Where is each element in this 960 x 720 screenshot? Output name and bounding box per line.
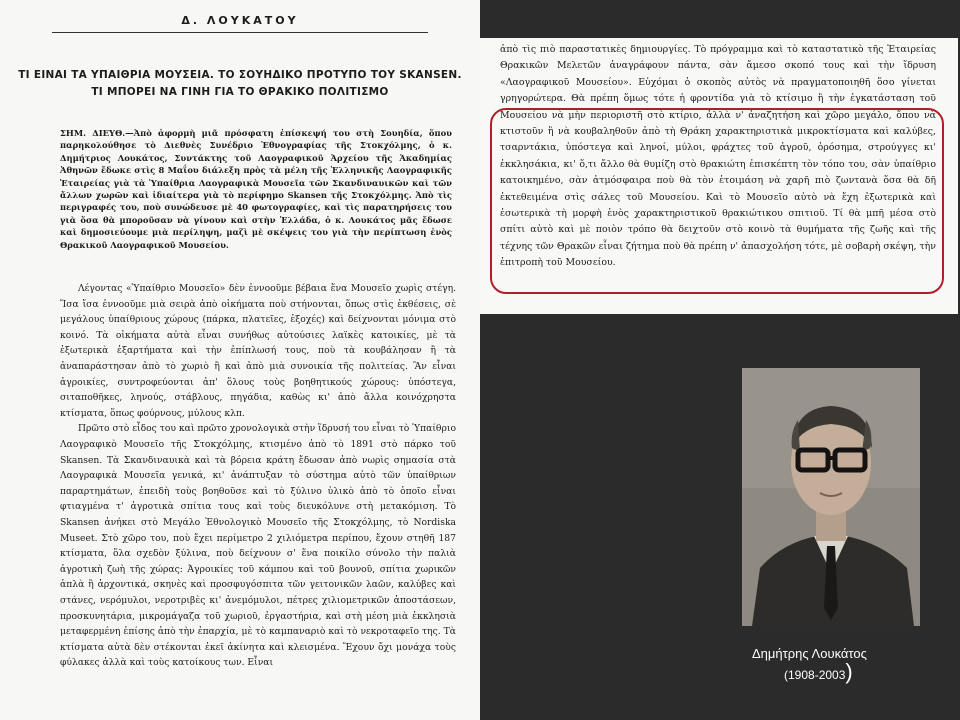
editor-note: ΣΗΜ. ΔΙΕΥΘ.—Ἀπὸ ἀφορμὴ μιᾶ πρόσφατη ἐπίσκεψή του στὴ Σουηδία, ὅπου παρηκολούθησε τὸ Διεθνὲς Συνέδριο Ἐθνογραφίας τῆς Στοκχόλμης, ὁ κ. Δημήτριος Λουκάτος, Συντάκτης τοῦ Λαογραφικοῦ Ἀρχείου τῆς Ἀκαδημίας Ἀθηνῶν ἔδωκε στὶς 8 Μαΐου διάλεξη πρὸς τὰ μέλη τῆς Ἑλληνικῆς Λαογραφικῆς Ἑταιρείας γιὰ τὰ Ὑπαίθρια Λαογραφικὰ Μουσεῖα τῶν Σκανδιναυικῶν καὶ τῶν ἄλλων χωρῶν καὶ ἰδιαίτερα γιὰ τὸ περίφημο Skansen τῆς Στοκχόλμης. Ἀπὸ τὶς περιγραφές του, ποὺ συνώδευσε μὲ 40 φωτογραφίες, καὶ τὶς παρατηρήσεις του γιὰ ὅσα θὰ μποροῦσαν νὰ γίνουν καὶ στὴν Ἑλλάδα, ὁ κ. Λουκάτος μᾶς ἔδωσε καὶ δημοσιεύουμε μιὰ περίληψη, μαζὶ μὲ σκέψεις του γιὰ τὴν περίπτωση ἑνὸς Θρακικοῦ Λαογραφικοῦ Μουσείου. <box>60 128 452 250</box>
highlight-annotation-box <box>490 108 944 294</box>
portrait-closing-paren: ) <box>845 659 853 684</box>
right-article-excerpt <box>480 38 958 314</box>
article-body <box>60 281 456 671</box>
article-title <box>18 67 462 101</box>
article-title-line-1: ΤΙ ΕΙΝΑΙ ΤΑ ΥΠΑΙΘΡΙΑ ΜΟΥΣΕΙΑ. ΤΟ ΣΟΥΗΔΙΚΟ ΠΡΟΤΥΠΟ ΤΟΥ SKANSEN. <box>18 69 462 81</box>
article-paragraph-1: Λέγοντας «Ὑπαίθριο Μουσεῖο» δὲν ἐννοοῦμε βέβαια ἕνα Μουσεῖο χωρὶς στέγη. Ἴσα ἴσα ἐννοοῦμε μιὰ σειρὰ ἀπὸ οἰκήματα ποὺ στήνονται, ὅπως στὶς ἐκθέσεις, σὲ μεγάλους ὑπαίθριους χώρους (πάρκα, πλατεῖες, ἐξοχές) καὶ δείχνονται μόνιμα στὸ κοινό. Τὰ οἰκήματα αὐτὰ εἶναι συνήθως αὐτούσιες λαϊκὲς κατοικίες, μὲ τὰ ἐξωτερικὰ ἐξαρτήματα καὶ τὴν ἐπίπλωσή τους, ποὺ τὰ κουβάλησαν ἢ τὰ ἀναπαράστησαν ἀπὸ τὸ χωριὸ ἢ καὶ ἀπὸ μιὰ συνοικία τῆς πολιτείας. Ἂν εἶναι ἀγροικίες, συντροφεύονται ἀπ' ὅλους τοὺς βοηθητικούς χώρους: ὑπόστεγα, σιταποθῆκες, ληνούς, στάβλους, πηγάδια, καθὼς κι' ἀπὸ ἄλλα κοινόχρηστα κτίσματα, ὅπως φούρνους, μύλους κλπ. <box>60 283 456 419</box>
portrait-years: (1908-2003 <box>784 668 846 682</box>
excerpt-paragraph: ἀπὸ τὶς πιὸ παραστατικὲς δημιουργίες. Τὸ πρόγραμμα καὶ τὸ καταστατικὸ τῆς Ἑταιρείας Θρακικῶν Μελετῶν ἀναγράφουν πάντα, σὰν ἄμεσο σκοπό τους καὶ τὴν ἵδρυση «Λαογραφικοῦ Μουσείου». Εὐχόμαι ὁ σκοπὸς αὐτὸς νὰ πραγματοποιηθῆ ὅσο γίνεται γρηγορώτερα. Θὰ πρέπη ὅμως τότε ἡ φροντίδα γιὰ τὸ κτίσιμο ἢ τὴν ἐγκατάσταση τοῦ Μουσείου νὰ μὴν περιοριστῆ στὸ κτίριο, ἀλλὰ ν' ἀναζητήση καὶ χῶρο μεγάλο, ὅπου νὰ κτιστοῦν ἢ νὰ κουβαληθοῦν ἀπὸ τὴ Θράκη χαρακτηριστικὰ μικροκτίσματα καὶ καλύβες, τσαρντάκια, ὑπόστεγα καὶ ληνοί, μύλοι, φράχτες τοῦ ἀγροῦ, ὁρόσημα, στρούγγες κι' ἐκκλησάκια, κι' ὅ,τι ἄλλο θὰ θυμίζη στὸ θρακιώτη ἐπισκέπτη τὸν τόπο του, σὰν ὑπαίθριο κατοικημένο, σὰν ἀτμόσφαιρα ποὺ θὰ τὸν ἑτοιμάση νὰ χαρῆ πιὸ ζωντανὰ ὅσα θὰ δῆ ἐκτεθειμένα στὶς σάλες τοῦ Μουσείου. Καὶ τὸ Μουσεῖο αὐτὸ νὰ ἔχη ἐξωτερικὰ καὶ ἐσωτερικὰ τὴ μορφὴ ἑνὸς χαρακτηριστικοῦ θρακιώτικου σπιτιοῦ. Τί θὰ μπῆ μέσα στὸ σπίτι αὐτὸ καὶ μὲ ποιὸν τρόπο θὰ δειχτοῦν στὸ κοινὸ τὰ θυμήματα τῆς ζωῆς καὶ τῆς τέχνης τῶν Θρακῶν εἶναι ζήτημα ποὺ θὰ πρέπη ν' ἀπασχολήση τότε, μὲ σοβαρὴ σκέψη, τὴν ἐπιτροπὴ τοῦ Μουσείου. <box>500 44 936 269</box>
portrait-caption-name: Δημήτρης Λουκάτος <box>752 646 867 661</box>
portrait-silhouette <box>742 368 920 626</box>
running-head: Δ. ΛΟΥΚΑΤΟΥ <box>52 0 428 33</box>
portrait-photo <box>742 368 920 626</box>
article-paragraph-2: Πρῶτο στὸ εἶδος του καὶ πρῶτο χρονολογικὰ στὴν ἵδρυσή του εἶναι τὸ Ὑπαίθριο Λαογραφικὸ Μουσεῖο τῆς Στοκχόλμης, κτισμένο ἀπὸ τὸ 1891 στὸ πάρκο τοῦ Skansen. Τὰ Σκανδιναυικὰ καὶ τὰ βόρεια κράτη ἔδωσαν ἀπὸ νωρὶς σημασία στὰ Λαογραφικὰ Μουσεῖα γενικά, κι' ἀνάπτυξαν τὸ σύστημα αὐτὸ τῶν ὑπαίθριων παραρτημάτων, ἐπειδὴ τοὺς βοηθοῦσε καὶ τὸ ξύλινο ὑλικὸ ἀπὸ τὸ ὁποῖο εἶναι φτιαγμένα τ' ἀγροτικὰ σπίτια τους καὶ τοὺς διευκόλυνε στὴ μετακόμιση. Τὸ Skansen ἀνήκει στὸ Μεγάλο Ἐθνολογικὸ Μουσεῖο τῆς Στοκχόλμης, τὸ Nordiska Museet. Στὸ χῶρο του, ποὺ ἔχει περίμετρο 2 χιλιόμετρα περίπου, ἔχουν στηθῆ 187 κτίσματα, ὅλα σχεδὸν ξύλινα, ποὺ δείχνουν σ' ἕνα ποικίλο σύνολο τὴν παλιὰ ἀγροτικὴ ζωὴ τῆς χώρας: Ἀγροικίες τοῦ κάμπου καὶ τοῦ βουνοῦ, σπίτια χωρικῶν ἁπλὰ ἢ ἀρχοντικά, σκηνὲς καὶ προσφυγόσπιτα τῶν γειτονικῶν λαῶν, καλύβες καὶ στάνες, νερόμυλοι, νεροτριβὲς κι' ἀνεμόμυλοι, πέτρες χιλιομετρικῶν ἀποστάσεων, προσκυνητάρια, μικρομάγαζα τοῦ χωριοῦ, ἐργαστήρια, καὶ στὴ μέση μιὰ ἐκκλησιὰ μεταφερμένη ἐπίσης ἀπὸ τὴν ἐπαρχία, μὲ τὸ καμπαναριὸ καὶ τὸ νεκροταφεῖο της. Τὰ κτίσματα αὐτὰ δὲν στέκονται ἐκεῖ ἀκίνητα καὶ κλεισμένα. Ἔχουν ὄχι μονάχα τοὺς φύλακες ἀλλὰ καὶ τοὺς κατοίκους των. Εἶναι <box>60 423 456 669</box>
article-title-line-2: ΤΙ ΜΠΟΡΕΙ ΝΑ ΓΙΝΗ ΓΙΑ ΤΟ ΘΡΑΚΙΚΟ ΠΟΛΙΤΙΣΜΟ <box>91 86 389 98</box>
portrait-caption-years <box>784 659 924 684</box>
